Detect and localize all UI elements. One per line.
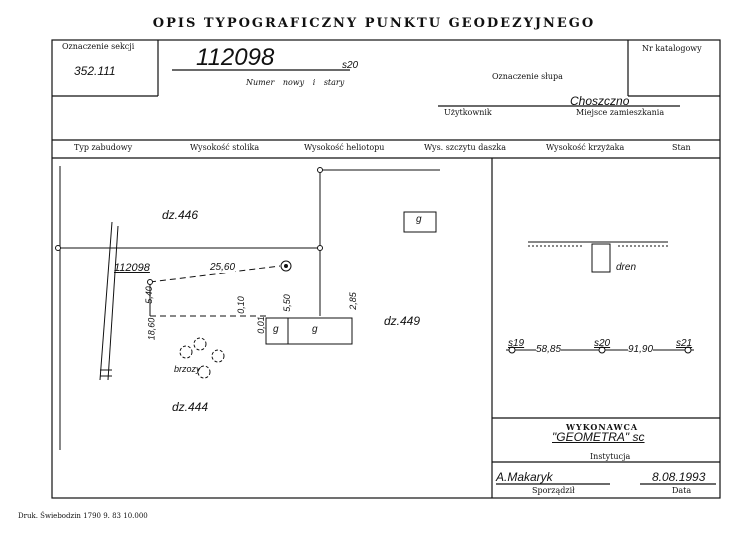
point-s19: s19 bbox=[508, 338, 525, 349]
residence-label: Miejsce zamieszkania bbox=[576, 108, 665, 117]
point-s20: s20 bbox=[594, 338, 611, 349]
dist-20-21: 91,90 bbox=[628, 344, 654, 355]
old-number: s20 bbox=[342, 60, 359, 71]
date-label: Data bbox=[672, 486, 692, 495]
garage-label-1: g bbox=[273, 324, 279, 335]
distance-f: 0,01 bbox=[255, 316, 266, 334]
distance-e: 2,85 bbox=[347, 292, 358, 310]
col-cross-height: Wysokość krzyżaka bbox=[546, 143, 625, 152]
col-roof-height: Wys. szczytu daszka bbox=[424, 143, 507, 152]
distance-main: 25,60 bbox=[210, 262, 236, 273]
col-build-type: Typ zabudowy bbox=[74, 143, 133, 152]
trees-label: brzozy bbox=[174, 364, 201, 374]
contractor-value: "GEOMETRA" sc bbox=[552, 430, 645, 444]
prepared-by-label: Sporządził bbox=[532, 486, 575, 495]
form-title: OPIS TYPOGRAFICZNY PUNKTU GEODEZYJNEGO bbox=[152, 16, 596, 31]
dist-19-20: 58,85 bbox=[536, 344, 562, 355]
distance-c: 0,10 bbox=[235, 296, 246, 314]
contractor-label: WYKONAWCA bbox=[566, 422, 639, 432]
pillar-mark-label: Oznaczenie słupa bbox=[492, 72, 563, 81]
number-new-old-label: Numer nowy i stary bbox=[246, 78, 345, 87]
distance-b: 18,60 bbox=[146, 317, 157, 341]
residence-value: Choszczno bbox=[570, 94, 630, 108]
parcel-446: dz.446 bbox=[162, 208, 199, 222]
printer-note: Druk. Świebodzin 1790 9. 83 10.000 bbox=[18, 512, 148, 520]
catalog-no-label: Nr katalogowy bbox=[642, 44, 702, 53]
col-state: Stan bbox=[672, 143, 691, 152]
parcel-449: dz.449 bbox=[384, 314, 421, 328]
point-number: 112098 bbox=[196, 44, 275, 71]
garage-label-3: g bbox=[416, 214, 422, 225]
sketch-point-label: 112098 bbox=[114, 262, 150, 274]
distance-a: 5,40 bbox=[143, 286, 154, 304]
parcel-444: dz.444 bbox=[172, 400, 209, 414]
date-value: 8.08.1993 bbox=[652, 470, 706, 484]
author-value: A.Makaryk bbox=[496, 470, 553, 484]
col-table-height: Wysokość stolika bbox=[190, 143, 260, 152]
garage-label-2: g bbox=[312, 324, 318, 335]
distance-d: 5,50 bbox=[281, 294, 292, 312]
point-s21: s21 bbox=[676, 338, 693, 349]
user-label: Użytkownik bbox=[444, 108, 492, 117]
institution-label: Instytucja bbox=[590, 452, 631, 461]
col-heliotrope-height: Wysokość heliotopu bbox=[304, 143, 385, 152]
drain-label: dren bbox=[616, 262, 637, 273]
section-mark-label: Oznaczenie sekcji bbox=[62, 42, 135, 51]
section-value: 352.111 bbox=[74, 64, 116, 78]
